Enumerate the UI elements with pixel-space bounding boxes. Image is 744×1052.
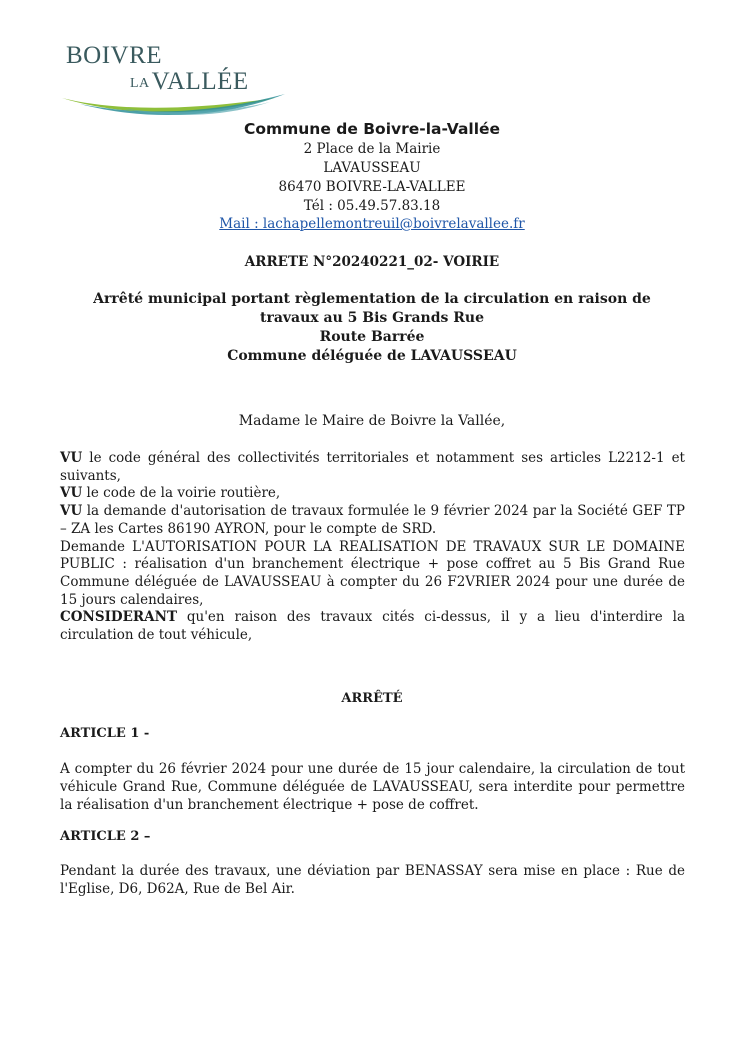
logo-text-vallee-word: VALLÉE: [151, 68, 249, 95]
logo-text-la: LA: [130, 76, 150, 91]
article-2-text: Pendant la durée des travaux, une déviation par BENASSAY sera mise en place : Rue de l'Eglise, D6, D62A, Rue de Bel Air.: [60, 863, 685, 897]
email-link[interactable]: Mail : lachapellemontreuil@boivrelavallee.fr: [219, 216, 525, 232]
arrete-title: [0, 290, 744, 366]
logo-swoosh-icon: [60, 88, 290, 118]
vu-text: le code général des collectivités territoriales et notamment ses articles L2212-1 et suivants,: [60, 450, 685, 484]
title-line: Route Barrée: [319, 329, 425, 345]
demande-paragraph: Demande L'AUTORISATION POUR LA REALISATION DE TRAVAUX SUR LE DOMAINE PUBLIC : réalisation d'un branchement électrique + pose coffret au 5 Bis Grand Rue Commune déléguée de LAVAUSSEAU à compter du 26 F2VRIER 2024 pour une durée de 15 jours calendaires,: [60, 538, 685, 608]
article-1-text: A compter du 26 février 2024 pour une durée de 15 jour calendaire, la circulation de tout véhicule Grand Rue, Commune déléguée de LAVAUSSEAU, sera interdite pour permettre la réalisation d'un branchement électrique + pose de coffret.: [60, 761, 685, 813]
arrete-number: ARRETE N°20240221_02- VOIRIE: [244, 254, 500, 270]
vu-keyword: VU: [60, 485, 83, 502]
vu-paragraph: [60, 450, 685, 485]
address-line: LAVAUSSEAU: [323, 160, 421, 176]
address-line: 86470 BOIVRE-LA-VALLEE: [278, 179, 466, 195]
title-line: Commune déléguée de LAVAUSSEAU: [227, 348, 517, 364]
considerant-keyword: CONSIDERANT: [60, 609, 177, 626]
vu-keyword: VU: [60, 503, 83, 520]
vu-paragraph: [60, 503, 685, 538]
commune-logo: [60, 40, 290, 124]
maire-salutation: Madame le Maire de Boivre la Vallée,: [238, 413, 506, 429]
phone-number: Tél : 05.49.57.83.18: [303, 198, 441, 214]
vu-paragraph: [60, 485, 685, 503]
commune-name: Commune de Boivre-la-Vallée: [243, 120, 501, 138]
vu-text: la demande d'autorisation de travaux formulée le 9 février 2024 par la Société GEF TP – ZA les Cartes 86190 AYRON, pour le compte de SRD.: [60, 503, 685, 537]
arrete-heading: ARRÊTÉ: [341, 691, 403, 706]
vu-text: le code de la voirie routière,: [82, 485, 281, 502]
article-1-heading: ARTICLE 1 -: [60, 726, 150, 741]
title-line: travaux au 5 Bis Grands Rue: [259, 310, 484, 326]
address-line: 2 Place de la Mairie: [303, 141, 441, 157]
considerations-block: [60, 450, 685, 645]
title-line: Arrêté municipal portant règlementation de la circulation en raison de: [93, 291, 651, 307]
article-2-heading: ARTICLE 2 –: [60, 829, 151, 844]
considerant-paragraph: [60, 609, 685, 644]
logo-text-boivre: BOIVRE: [66, 42, 163, 69]
vu-keyword: VU: [60, 450, 83, 466]
considerant-text: qu'en raison des travaux cités ci-dessus, il y a lieu d'interdire la circulation de tout véhicule,: [60, 609, 685, 644]
